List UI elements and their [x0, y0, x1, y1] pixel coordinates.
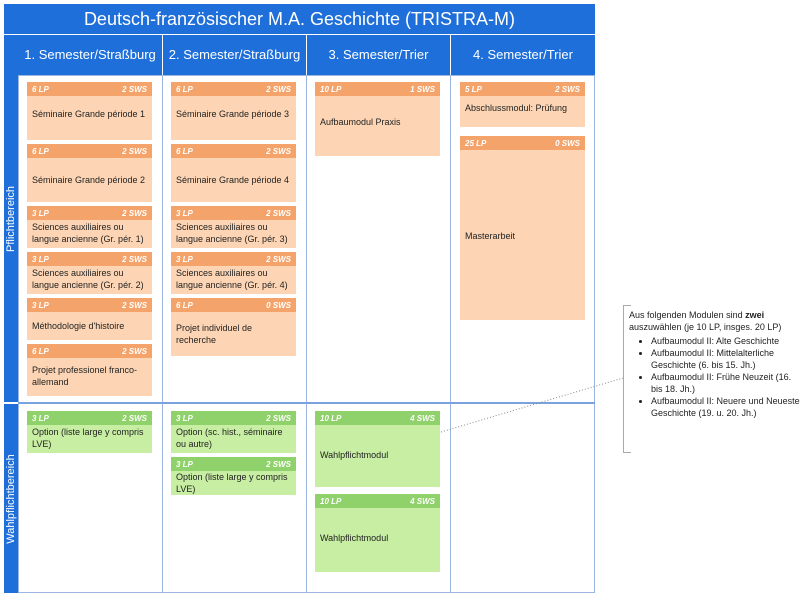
module-name: Option (sc. hist., séminaire ou autre)	[171, 425, 296, 453]
module-name: Séminaire Grande période 3	[171, 96, 296, 140]
module-sws: 2 SWS	[122, 346, 147, 356]
module-lp: 5 LP	[465, 84, 482, 94]
module-sws: 2 SWS	[266, 84, 291, 94]
note-list-item: • Aufbaumodul II: Alte Geschichte	[651, 335, 803, 347]
module-sws: 4 SWS	[410, 496, 435, 506]
module-lp: 6 LP	[32, 84, 49, 94]
module-name: Séminaire Grande période 2	[27, 158, 152, 202]
module-sws: 2 SWS	[122, 254, 147, 264]
module-sws: 0 SWS	[555, 138, 580, 148]
column-header-1: 1. Semester/Straßburg	[18, 35, 162, 75]
module-lp: 3 LP	[176, 208, 193, 218]
module-lp: 6 LP	[176, 300, 193, 310]
note-intro	[629, 309, 803, 333]
module-sws: 2 SWS	[122, 146, 147, 156]
module-lp: 3 LP	[176, 459, 193, 469]
sidebar-label-wahlpflicht: Wahlpflichtbereich	[5, 453, 17, 544]
module-name: Wahlpflichtmodul	[315, 425, 440, 487]
module-lp: 3 LP	[32, 300, 49, 310]
module-name: Sciences auxiliaires ou langue ancienne (Gr. pér. 4)	[171, 266, 296, 294]
module-name: Projet professionel franco-allemand	[27, 358, 152, 396]
module-name: Sciences auxiliaires ou langue ancienne (Gr. pér. 2)	[27, 266, 152, 294]
module-sws: 1 SWS	[410, 84, 435, 94]
module-sws: 0 SWS	[266, 300, 291, 310]
module-lp: 10 LP	[320, 413, 342, 423]
note-list-item: • Aufbaumodul II: Neuere und Neueste Geschichte (19. u. 20. Jh.)	[651, 395, 803, 419]
module-sws: 2 SWS	[266, 146, 291, 156]
module-sws: 2 SWS	[266, 413, 291, 423]
diagram-title: Deutsch-französischer M.A. Geschichte (TRISTRA-M)	[4, 4, 595, 34]
module-lp: 6 LP	[32, 146, 49, 156]
note-intro-text: Aus folgenden Modulen sind	[629, 310, 746, 320]
module-name: Option (liste large y compris LVE)	[171, 471, 296, 495]
module-lp: 6 LP	[176, 84, 193, 94]
module-lp: 3 LP	[32, 254, 49, 264]
note-bracket	[623, 305, 631, 306]
module-sws: 2 SWS	[266, 459, 291, 469]
module-name: Aufbaumodul Praxis	[315, 96, 440, 156]
note-intro-bold: zwei	[745, 310, 765, 320]
module-lp: 6 LP	[32, 346, 49, 356]
module-name: Option (liste large y compris LVE)	[27, 425, 152, 453]
column-header-4: 4. Semester/Trier	[451, 35, 595, 75]
module-sws: 2 SWS	[266, 208, 291, 218]
sidebar-label-pflicht: Pflichtbereich	[5, 185, 17, 252]
module-sws: 2 SWS	[122, 84, 147, 94]
module-name: Projet individuel de recherche	[171, 312, 296, 356]
note-intro-text-2: auszuwählen (je 10 LP, insges. 20 LP)	[629, 322, 782, 332]
module-name: Abschlussmodul: Prüfung	[460, 96, 585, 127]
module-lp: 10 LP	[320, 84, 342, 94]
module-sws: 2 SWS	[555, 84, 580, 94]
module-sws: 2 SWS	[266, 254, 291, 264]
module-lp: 10 LP	[320, 496, 342, 506]
module-sws: 2 SWS	[122, 300, 147, 310]
module-name: Masterarbeit	[460, 150, 585, 320]
module-lp: 3 LP	[32, 208, 49, 218]
module-name: Méthodologie d'histoire	[27, 312, 152, 340]
note-list-item: • Aufbaumodul II: Frühe Neuzeit (16. bis 18. Jh.)	[651, 371, 803, 395]
column-header-2: 2. Semester/Straßburg	[163, 35, 306, 75]
module-name: Sciences auxiliaires ou langue ancienne (Gr. pér. 3)	[171, 220, 296, 248]
module-name: Wahlpflichtmodul	[315, 508, 440, 572]
module-name: Séminaire Grande période 1	[27, 96, 152, 140]
module-name: Séminaire Grande période 4	[171, 158, 296, 202]
module-lp: 3 LP	[32, 413, 49, 423]
note-bracket	[623, 452, 631, 453]
dotted-connector-line	[441, 378, 623, 432]
module-lp: 25 LP	[465, 138, 487, 148]
note-list-item: • Aufbaumodul II: Mittelalterliche Geschichte (6. bis 15. Jh.)	[651, 347, 803, 371]
elective-note	[623, 305, 803, 453]
module-sws: 4 SWS	[410, 413, 435, 423]
module-sws: 2 SWS	[122, 413, 147, 423]
module-name: Sciences auxiliaires ou langue ancienne (Gr. pér. 1)	[27, 220, 152, 248]
column-header-3: 3. Semester/Trier	[307, 35, 450, 75]
module-lp: 3 LP	[176, 254, 193, 264]
module-sws: 2 SWS	[122, 208, 147, 218]
module-lp: 3 LP	[176, 413, 193, 423]
note-list	[629, 335, 803, 419]
module-lp: 6 LP	[176, 146, 193, 156]
